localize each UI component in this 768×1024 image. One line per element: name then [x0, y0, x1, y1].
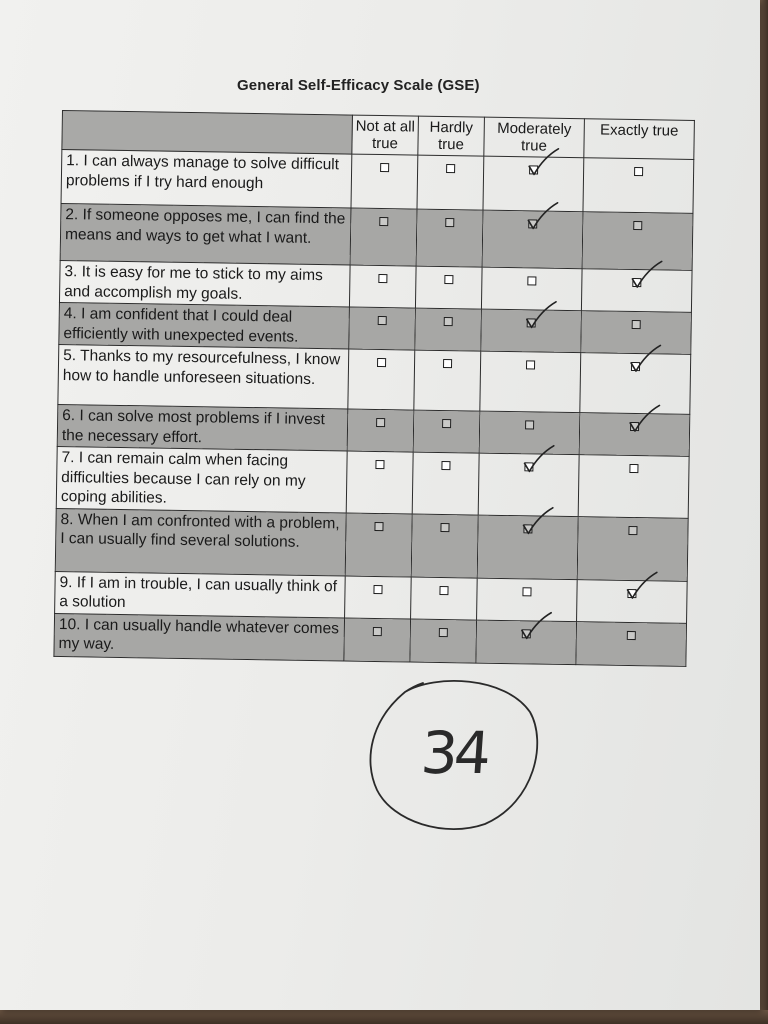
header-blank-cell — [62, 111, 353, 155]
checkbox[interactable] — [445, 218, 454, 227]
checkbox[interactable] — [631, 320, 640, 329]
gse-questionnaire — [53, 110, 694, 666]
checkbox[interactable] — [522, 587, 531, 596]
response-cell — [351, 154, 418, 209]
checkmark-icon — [629, 260, 664, 295]
checkbox[interactable] — [438, 627, 447, 636]
column-header-not-at-all-true: Not at all true — [352, 115, 419, 155]
table-row — [61, 150, 694, 214]
item-statement: 10. I can usually handle whatever comes my way. — [54, 613, 345, 661]
checkmark-icon — [520, 506, 555, 541]
checkbox[interactable] — [444, 275, 453, 284]
column-header-exactly-true: Exactly true — [584, 119, 695, 160]
checkmark-icon — [523, 300, 558, 335]
response-cell — [415, 308, 482, 351]
checkbox[interactable] — [378, 274, 387, 283]
scale-title: General Self-Efficacy Scale (GSE) — [237, 77, 480, 94]
checkbox[interactable] — [377, 358, 386, 367]
table-row — [60, 203, 693, 270]
checkbox[interactable] — [525, 360, 534, 369]
table-row — [55, 508, 688, 581]
item-rows — [54, 150, 694, 666]
gse-table — [53, 110, 695, 666]
checkbox[interactable] — [442, 419, 451, 428]
checkmark-icon — [518, 611, 553, 646]
score-value: 34 — [418, 719, 490, 787]
table-row — [54, 613, 687, 666]
response-cell — [349, 307, 416, 350]
response-cell — [481, 309, 582, 353]
table-surface-edge — [760, 0, 768, 1024]
table-row — [58, 344, 691, 414]
checkbox[interactable] — [439, 585, 448, 594]
response-cell — [482, 210, 583, 269]
response-cell — [417, 155, 484, 210]
score-circle — [365, 672, 543, 834]
checkbox[interactable] — [633, 221, 642, 230]
response-cell — [477, 515, 578, 580]
response-cell — [583, 158, 694, 214]
checkbox[interactable] — [441, 461, 450, 470]
response-cell — [411, 577, 478, 620]
table-surface-bottom — [0, 1010, 768, 1024]
response-cell — [347, 409, 414, 452]
response-cell — [349, 265, 416, 308]
checkbox[interactable] — [377, 316, 386, 325]
checkbox[interactable] — [634, 167, 643, 176]
response-cell — [350, 208, 417, 266]
item-statement: 1. I can always manage to solve difficult problems if I try hard enough — [61, 150, 352, 209]
checkmark-icon — [525, 201, 560, 236]
item-statement: 9. If I am in trouble, I can usually think of a solution — [55, 571, 346, 618]
response-cell — [480, 351, 581, 413]
response-cell — [577, 579, 688, 623]
item-statement: 6. I can solve most problems if I invest the necessary effort. — [57, 404, 348, 451]
checkbox[interactable] — [446, 164, 455, 173]
response-cell — [581, 269, 692, 313]
response-cell — [412, 452, 479, 515]
response-cell — [476, 620, 577, 665]
column-header-hardly-true: Hardly true — [418, 116, 485, 156]
response-cell — [410, 619, 477, 663]
response-cell — [411, 514, 478, 578]
checkbox[interactable] — [629, 464, 638, 473]
response-cell — [414, 350, 481, 411]
checkbox[interactable] — [373, 584, 382, 593]
checkbox[interactable] — [525, 420, 534, 429]
checkmark-icon — [627, 344, 662, 379]
response-cell — [345, 576, 412, 619]
response-cell — [416, 209, 483, 267]
item-statement: 8. When I am confronted with a problem, I can usually find several solutions. — [55, 508, 346, 576]
checkbox[interactable] — [440, 522, 449, 531]
response-cell — [344, 618, 411, 662]
response-cell — [348, 349, 415, 410]
response-cell — [579, 413, 690, 457]
checkbox[interactable] — [628, 525, 637, 534]
checkmark-icon — [521, 444, 556, 479]
item-statement: 3. It is easy for me to stick to my aims and accomplish my goals. — [59, 260, 350, 307]
column-header-moderately-true: Moderately true — [484, 117, 585, 158]
response-cell — [346, 451, 413, 514]
checkbox[interactable] — [374, 521, 383, 530]
checkbox[interactable] — [376, 418, 385, 427]
response-cell — [413, 410, 480, 453]
checkbox[interactable] — [372, 626, 381, 635]
checkbox[interactable] — [527, 276, 536, 285]
checkmark-icon — [626, 404, 661, 439]
checkmark-icon — [624, 570, 659, 605]
checkbox[interactable] — [443, 317, 452, 326]
item-statement: 2. If someone opposes me, I can find the means and ways to get what I want. — [60, 203, 351, 265]
checkmark-icon — [525, 147, 560, 182]
response-cell — [415, 266, 482, 309]
checkbox[interactable] — [379, 217, 388, 226]
item-statement: 7. I can remain calm when facing difficulties because I can rely on my coping abilities. — [56, 446, 347, 512]
checkbox[interactable] — [626, 630, 635, 639]
item-statement: 4. I am confident that I could deal efficiently with unexpected events. — [59, 302, 350, 349]
checkbox[interactable] — [375, 460, 384, 469]
item-statement: 5. Thanks to my resourcefulness, I know how to handle unforeseen situations. — [58, 344, 349, 409]
response-cell — [576, 621, 687, 666]
checkbox[interactable] — [442, 359, 451, 368]
checkbox[interactable] — [380, 163, 389, 172]
response-cell — [345, 513, 412, 577]
table-row — [56, 446, 689, 517]
response-cell — [578, 455, 689, 518]
